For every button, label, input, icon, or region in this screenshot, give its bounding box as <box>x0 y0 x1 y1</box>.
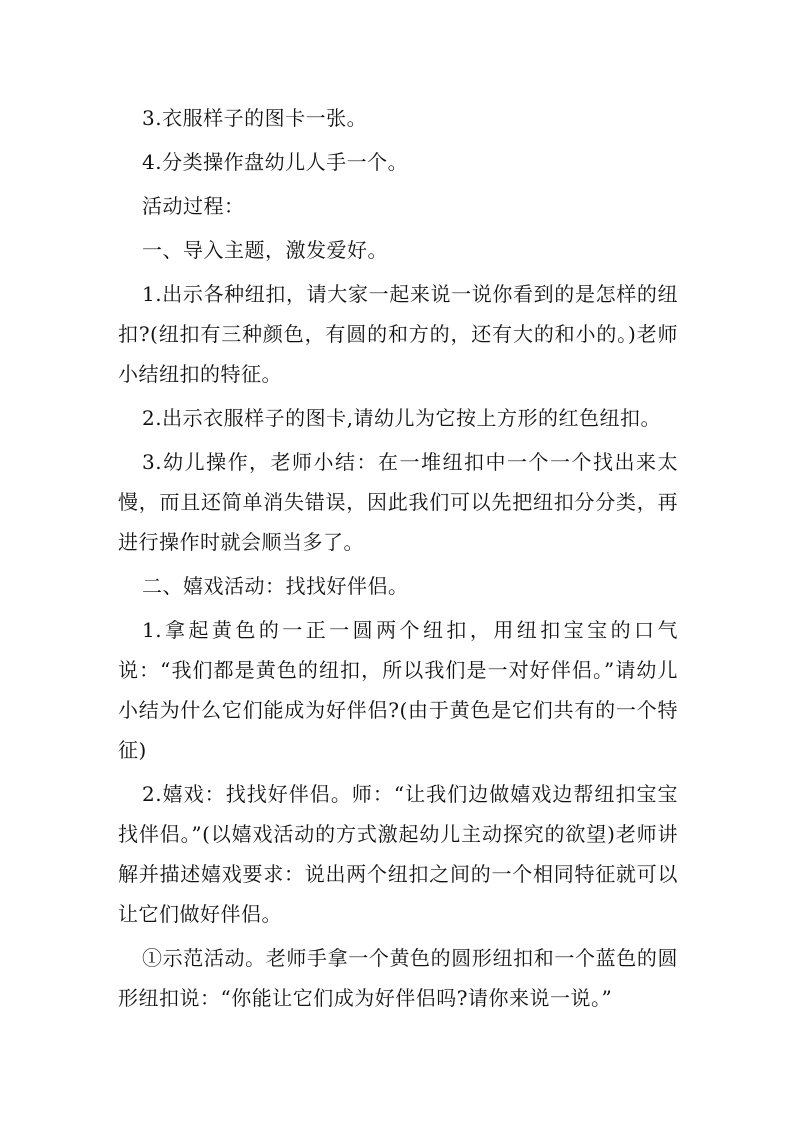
paragraph-step-1-3: 3.幼儿操作，老师小结：在一堆纽扣中一个一个找出来太慢，而且还简单消失错误，因此我们可以先把纽扣分分类，再进行操作时就会顺当多了。 <box>118 450 678 554</box>
paragraph-step-2-1: 1.拿起黄色的一正一圆两个纽扣，用纽扣宝宝的口气说：“我们都是黄色的纽扣，所以我们是一对好伴侣。”请幼儿小结为什么它们能成为好伴侣?(由于黄色是它们共有的一个特征) <box>118 618 678 762</box>
document-body <box>118 98 678 1022</box>
section-heading-process: 活动过程： <box>142 194 245 218</box>
paragraph-materials-3: 3.衣服样子的图卡一张。 <box>142 106 368 130</box>
section-heading-part-2: 二、嬉戏活动：找找好伴侣。 <box>142 574 409 598</box>
paragraph-step-2-2: 2.嬉戏：找找好伴侣。师：“让我们边做嬉戏边帮纽扣宝宝找伴侣。”(以嬉戏活动的方式激起幼儿主动探究的欲望)老师讲解并描述嬉戏要求：说出两个纽扣之间的一个相同特征就可以让它们做好伴侣。 <box>118 782 678 926</box>
section-heading-part-1: 一、导入主题，激发爱好。 <box>142 238 388 262</box>
paragraph-step-2-demo: ①示范活动。老师手拿一个黄色的圆形纽扣和一个蓝色的圆形纽扣说：“你能让它们成为好伴侣吗?请你来说一说。” <box>118 946 678 1010</box>
paragraph-materials-4: 4.分类操作盘幼儿人手一个。 <box>142 150 409 174</box>
paragraph-step-1-2: 2.出示衣服样子的图卡,请幼儿为它按上方形的红色纽扣。 <box>142 406 661 430</box>
paragraph-step-1-1: 1.出示各种纽扣，请大家一起来说一说你看到的是怎样的纽扣?(纽扣有三种颜色，有圆的和方的，还有大的和小的。)老师小结纽扣的特征。 <box>118 282 678 386</box>
